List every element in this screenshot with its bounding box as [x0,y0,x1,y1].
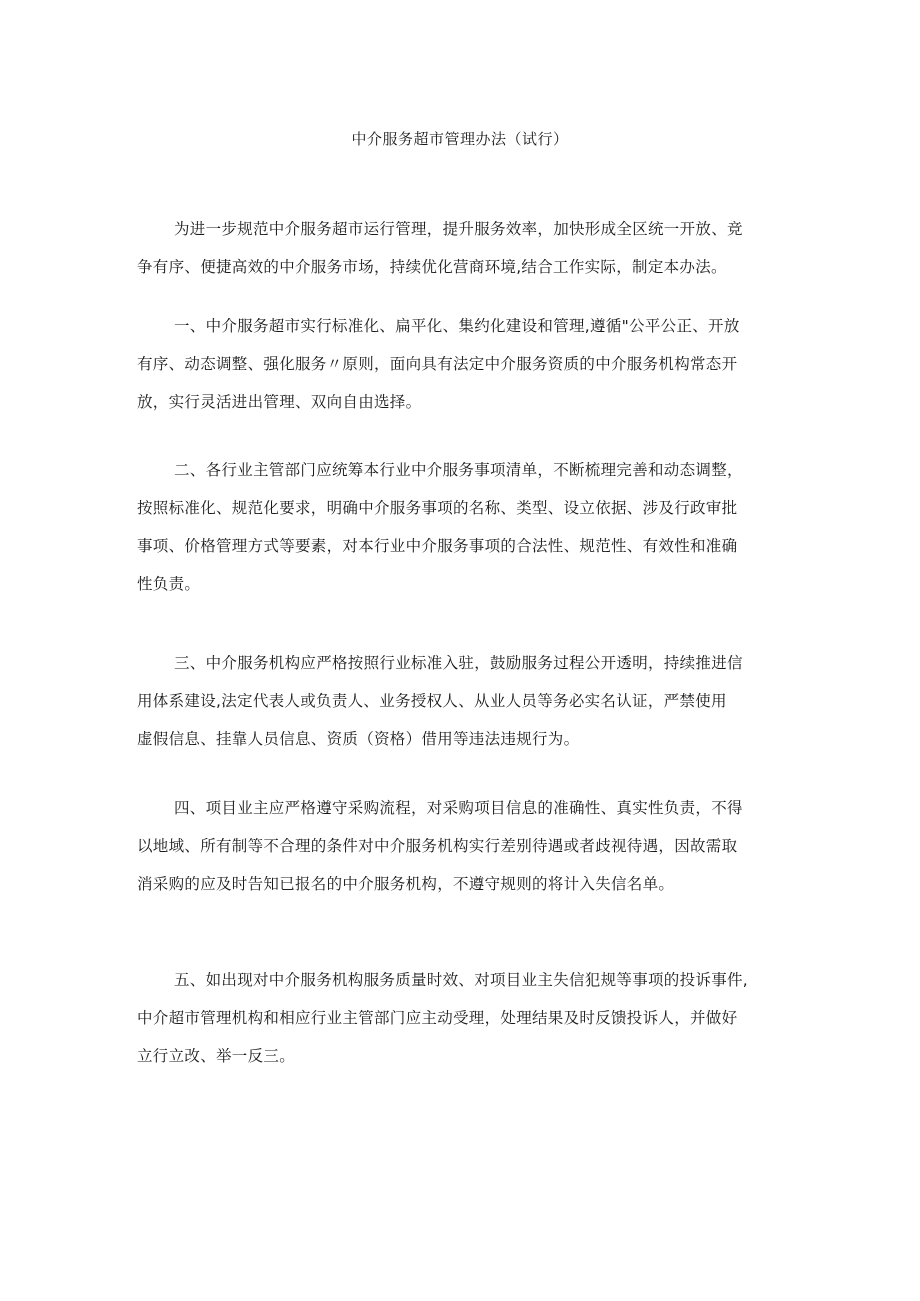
paragraph-line: 二、各行业主管部门应统筹本行业中介服务事项清单，不断梳理完善和动态调整， [174,461,743,479]
paragraph-article-4 [137,789,797,903]
paragraph-line: 消采购的应及时告知已报名的中介服务机构，不遵守规则的将计入失信名单。 [137,875,675,893]
paragraph-line: 放，实行灵活进出管理、双向自由选择。 [137,393,422,411]
paragraph-line: 立行立改、举一反三。 [137,1047,296,1065]
paragraph-line: 一、中介服务超市实行标准化、扁平化、集约化建设和管理,遵循"公平公正、开放 [174,317,740,335]
paragraph-line: 四、项目业主应严格遵守采购流程，对采购项目信息的准确性、真实性负责，不得 [174,799,743,817]
document-title: 中介服务超市管理办法（试行） [351,130,569,148]
paragraph-line: 争有序、便捷高效的中介服务市场，持续优化营商环境,结合工作实际，制定本办法。 [137,258,727,276]
paragraph-line: 三、中介服务机构应严格按照行业标准入驻，鼓励服务过程公开透明，持续推进信 [174,654,743,672]
paragraph-line: 按照标准化、规范化要求，明确中介服务事项的名称、类型、设立依据、涉及行政审批 [137,499,738,517]
paragraph-line: 虚假信息、挂靠人员信息、资质（资格）借用等违法违规行为。 [137,730,580,748]
paragraph-line: 用体系建设,法定代表人或负责人、业务授权人、从业人员等务必实名认证，严禁使用 [137,692,727,710]
paragraph-line: 有序、动态调整、强化服务〃原则，面向具有法定中介服务资质的中介服务机构常态开 [137,355,738,373]
paragraph-line: 以地域、所有制等不合理的条件对中介服务机构实行差别待遇或者歧视待遇，因故需取 [137,837,738,855]
paragraph-preamble [137,210,797,286]
paragraph-line: 性负责。 [137,575,201,593]
paragraph-line: 五、如出现对中介服务机构服务质量时效、对项目业主失信犯规等事项的投诉事件, [174,971,749,989]
paragraph-line: 中介超市管理机构和相应行业主管部门应主动受理，处理结果及时反馈投诉人，并做好 [137,1009,738,1027]
paragraph-line: 事项、价格管理方式等要素，对本行业中介服务事项的合法性、规范性、有效性和准确 [137,537,738,555]
paragraph-article-2 [137,451,797,603]
paragraph-line: 为进一步规范中介服务超市运行管理，提升服务效率，加快形成全区统一开放、竞 [174,220,743,238]
paragraph-article-5 [137,961,797,1075]
paragraph-article-3 [137,644,797,758]
paragraph-article-1 [137,307,797,421]
